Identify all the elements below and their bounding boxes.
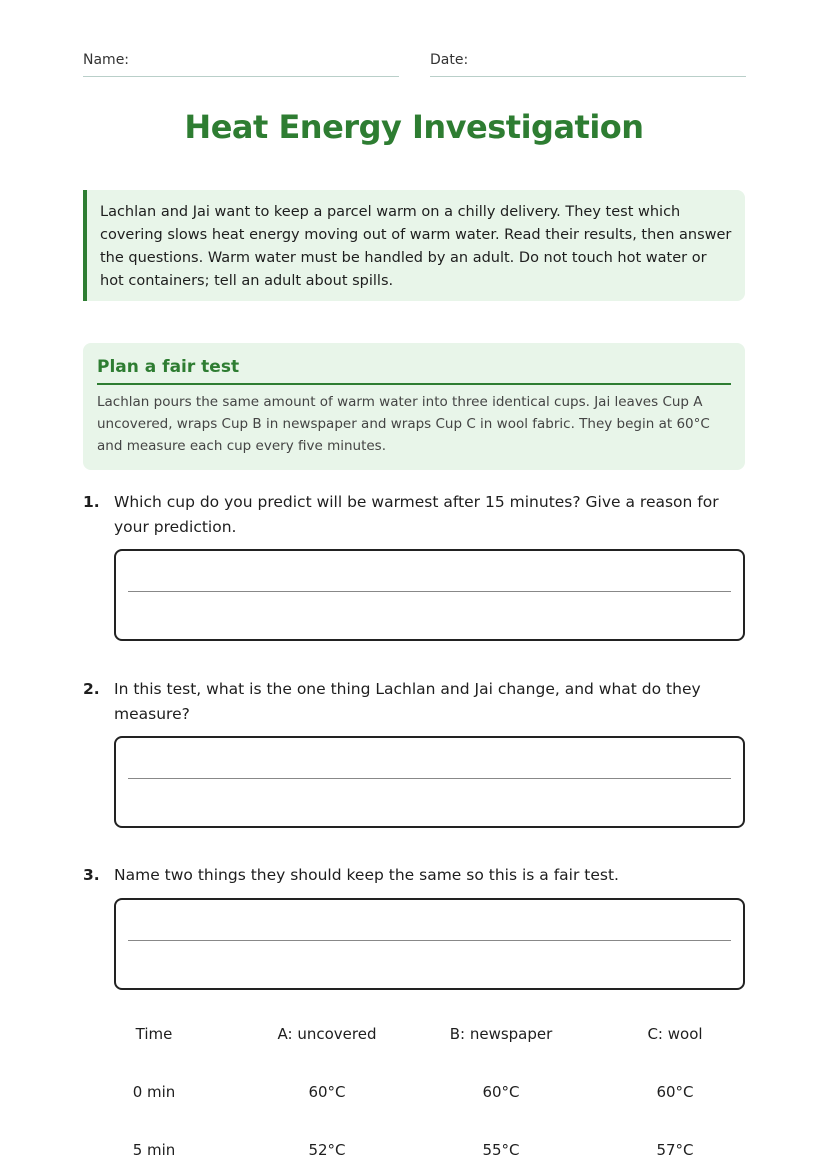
page-title: Heat Energy Investigation — [184, 108, 644, 146]
answer-box-1[interactable] — [114, 549, 745, 641]
date-label: Date: — [430, 52, 469, 68]
answer-line — [128, 940, 731, 941]
plan-body: Lachlan pours the same amount of warm water into three identical cups. Jai leaves Cup A uncovered, wraps Cup B in newspaper and wraps Cup C in wool fabric. They begin at 60°C and measure each cup every five minutes. — [97, 394, 710, 454]
header-cell: C: wool — [647, 1025, 703, 1043]
answer-box-2[interactable] — [114, 736, 745, 828]
table-cell: 57°C — [656, 1141, 694, 1159]
question-number: 2. — [83, 680, 100, 698]
question-number: 1. — [83, 493, 100, 511]
question-number: 3. — [83, 866, 100, 884]
name-label: Name: — [83, 52, 130, 68]
answer-box-3[interactable] — [114, 898, 745, 990]
question-text: Which cup do you predict will be warmest after 15 minutes? Give a reason for your prediction. — [114, 493, 719, 536]
table-cell: 60°C — [308, 1083, 346, 1101]
table-row — [114, 1083, 745, 1107]
question-text: In this test, what is the one thing Lachlan and Jai change, and what do they measure? — [114, 680, 701, 723]
table-row — [114, 1141, 745, 1165]
question-text: Name two things they should keep the same so this is a fair test. — [114, 866, 619, 884]
table-cell: 5 min — [132, 1141, 176, 1159]
table-cell: 52°C — [308, 1141, 346, 1159]
table-cell: 0 min — [132, 1083, 176, 1101]
header-cell: A: uncovered — [277, 1025, 377, 1043]
table-header-row — [114, 1025, 745, 1049]
table-cell: 55°C — [482, 1141, 520, 1159]
plan-heading: Plan a fair test — [97, 357, 731, 385]
intro-box: Lachlan and Jai want to keep a parcel warm on a chilly delivery. They test which covering slows heat energy moving out of warm water. Read their results, then answer the questions. Warm water must be handled by an adult. Do not touch hot water or hot containers; tell an adult about spills. — [83, 190, 745, 301]
plan-box — [83, 343, 745, 470]
answer-line — [128, 591, 731, 592]
header-cell: B: newspaper — [449, 1025, 553, 1043]
name-field[interactable] — [83, 52, 399, 77]
answer-line — [128, 778, 731, 779]
table-cell: 60°C — [656, 1083, 694, 1101]
table-cell: 60°C — [482, 1083, 520, 1101]
date-field[interactable] — [430, 52, 746, 77]
header-cell: Time — [135, 1025, 173, 1043]
